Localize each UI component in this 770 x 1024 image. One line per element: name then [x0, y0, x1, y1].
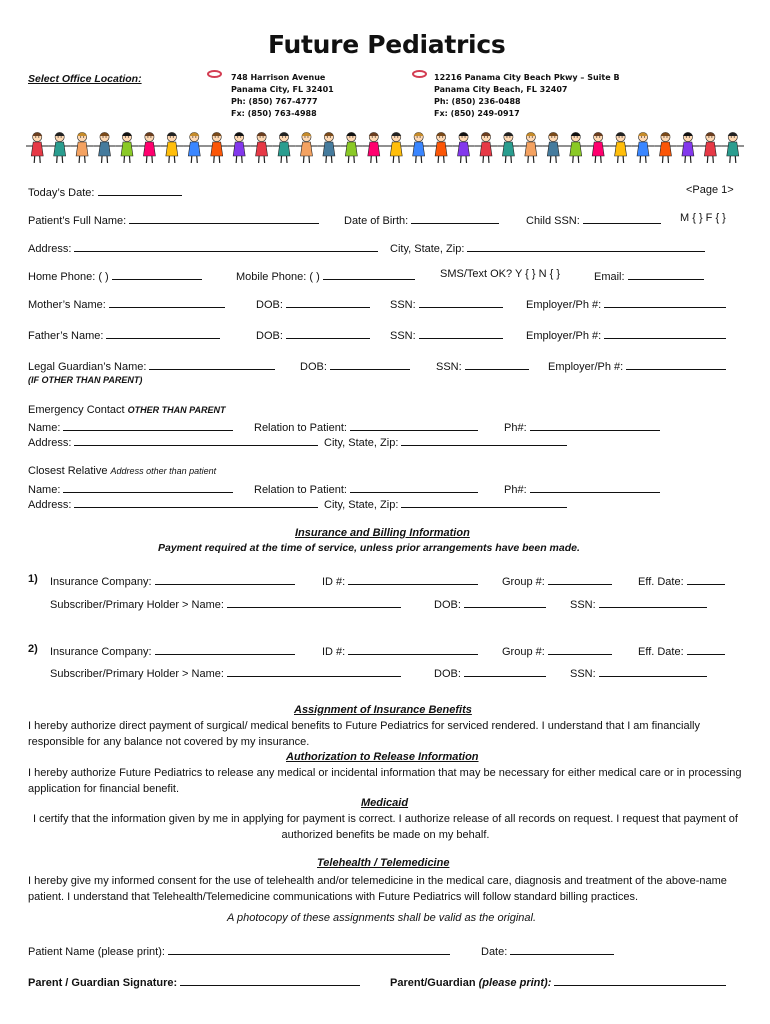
insurance-1-subscriber-field[interactable]: Subscriber/Primary Holder > Name:	[50, 596, 401, 611]
insurance-subheading: Payment required at the time of service, unless prior arrangements have been made.	[158, 542, 580, 554]
mother-ssn-field[interactable]: SSN:	[390, 296, 503, 311]
emergency-address-field[interactable]: Address:	[28, 434, 318, 449]
child-figure	[228, 132, 250, 163]
child-figure	[318, 132, 340, 163]
dob-field[interactable]: Date of Birth:	[344, 212, 499, 227]
mother-dob-field[interactable]: DOB:	[256, 296, 370, 311]
select-office-label: Select Office Location:	[28, 73, 142, 85]
child-figure	[71, 132, 93, 163]
insurance-1-company-field[interactable]: Insurance Company:	[50, 573, 295, 588]
closest-relative-heading: Closest Relative Address other than patient	[28, 465, 217, 477]
office2-radio[interactable]	[412, 70, 427, 78]
assignment-text: I hereby authorize direct payment of surgical/ medical benefits to Future Pediatrics for serviced rendered. I understand that I am financially responsible for any balance not covered by my insurance.	[28, 720, 700, 748]
form-title: Future Pediatrics	[268, 30, 506, 59]
office1-address: 748 Harrison Avenue Panama City, FL 32401 Ph: (850) 767-4777 Fx: (850) 763-4988	[231, 73, 334, 118]
address-field[interactable]: Address:	[28, 240, 378, 255]
office1-radio[interactable]	[207, 70, 222, 78]
insurance-1-id-field[interactable]: ID #:	[322, 573, 478, 588]
assignment-heading: Assignment of Insurance Benefits	[294, 704, 472, 716]
authorization-heading: Authorization to Release Information	[286, 751, 479, 763]
child-figure	[587, 132, 609, 163]
insurance-2-subscriber-field[interactable]: Subscriber/Primary Holder > Name:	[50, 665, 401, 680]
todays-date-label: Today’s Date:	[28, 184, 182, 199]
insurance-2-eff-date-field[interactable]: Eff. Date:	[638, 643, 725, 658]
insurance-2-ssn-field[interactable]: SSN:	[570, 665, 707, 680]
sms-ok-field[interactable]: SMS/Text OK? Y { } N { }	[440, 268, 561, 280]
mobile-phone-field[interactable]: Mobile Phone: ( )	[236, 268, 415, 283]
home-phone-field[interactable]: Home Phone: ( )	[28, 268, 202, 283]
child-figure	[430, 132, 452, 163]
guardian-dob-field[interactable]: DOB:	[300, 358, 410, 373]
child-figure	[475, 132, 497, 163]
guardian-print-field[interactable]: Parent/Guardian (please print):	[390, 974, 726, 989]
child-figure	[26, 132, 48, 163]
emergency-city-field[interactable]: City, State, Zip:	[324, 434, 567, 449]
child-figure	[206, 132, 228, 163]
child-figure	[183, 132, 205, 163]
city-state-zip-field[interactable]: City, State, Zip:	[390, 240, 705, 255]
child-figure	[520, 132, 542, 163]
child-figure	[699, 132, 721, 163]
footer-date-field[interactable]: Date:	[481, 943, 614, 958]
father-employer-field[interactable]: Employer/Ph #:	[526, 327, 726, 342]
authorization-text: I hereby authorize Future Pediatrics to release any medical or incidental information that may be necessary for either medical care or in processing application for financial benefit.	[28, 767, 742, 795]
medicaid-text: I certify that the information given by me in applying for payment is correct. I authorize release of all records on request. I request that payment of authorized benefits be made on my behalf.	[33, 813, 738, 841]
child-figure	[542, 132, 564, 163]
insurance-heading: Insurance and Billing Information	[295, 527, 470, 539]
patient-name-print-field[interactable]: Patient Name (please print):	[28, 943, 450, 958]
child-figure	[677, 132, 699, 163]
insurance-2-company-field[interactable]: Insurance Company:	[50, 643, 295, 658]
email-field[interactable]: Email:	[594, 268, 704, 283]
father-dob-field[interactable]: DOB:	[256, 327, 370, 342]
child-figure	[497, 132, 519, 163]
child-figure	[138, 132, 160, 163]
child-figure	[407, 132, 429, 163]
telehealth-heading: Telehealth / Telemedicine	[317, 857, 450, 869]
guardian-employer-field[interactable]: Employer/Ph #:	[548, 358, 726, 373]
child-figure	[340, 132, 362, 163]
emergency-name-field[interactable]: Name:	[28, 419, 233, 434]
legal-guardian-field[interactable]: Legal Guardian’s Name:	[28, 358, 275, 373]
emergency-relation-field[interactable]: Relation to Patient:	[254, 419, 478, 434]
child-figure	[161, 132, 183, 163]
child-figure	[116, 132, 138, 163]
child-figure	[654, 132, 676, 163]
patient-name-field[interactable]: Patient’s Full Name:	[28, 212, 319, 227]
child-figure	[565, 132, 587, 163]
page-label: <Page 1>	[686, 184, 734, 196]
photocopy-note: A photocopy of these assignments shall be valid as the original.	[227, 912, 536, 924]
child-figure	[363, 132, 385, 163]
emergency-phone-field[interactable]: Ph#:	[504, 419, 660, 434]
fathers-name-field[interactable]: Father’s Name:	[28, 327, 220, 342]
child-figure	[93, 132, 115, 163]
guardian-signature-field[interactable]: Parent / Guardian Signature:	[28, 974, 360, 989]
emergency-contact-heading: Emergency Contact OTHER THAN PARENT	[28, 404, 226, 416]
relative-address-field[interactable]: Address:	[28, 496, 318, 511]
relative-name-field[interactable]: Name:	[28, 481, 233, 496]
office2-address: 12216 Panama City Beach Pkwy – Suite B Panama City Beach, FL 32407 Ph: (850) 236-0488 Fx: (850) 249-0917	[434, 73, 620, 118]
child-figure	[295, 132, 317, 163]
insurance-1-number: 1)	[28, 573, 38, 585]
guardian-ssn-field[interactable]: SSN:	[436, 358, 529, 373]
child-figure	[452, 132, 474, 163]
insurance-1-dob-field[interactable]: DOB:	[434, 596, 546, 611]
telehealth-text: I hereby give my informed consent for the use of telehealth and/or telemedicine in the medical care, diagnosis and treatment of the above-name patient. I understand that Telehealth/Telemedicine communications with Future Pediatrics will follow standard billing practices.	[28, 875, 727, 903]
insurance-2-group-field[interactable]: Group #:	[502, 643, 612, 658]
mother-employer-field[interactable]: Employer/Ph #:	[526, 296, 726, 311]
medicaid-heading: Medicaid	[361, 797, 409, 809]
relative-phone-field[interactable]: Ph#:	[504, 481, 660, 496]
child-ssn-field[interactable]: Child SSN:	[526, 212, 661, 227]
relative-city-field[interactable]: City, State, Zip:	[324, 496, 567, 511]
insurance-1-ssn-field[interactable]: SSN:	[570, 596, 707, 611]
child-figure	[385, 132, 407, 163]
child-figure	[250, 132, 272, 163]
insurance-1-group-field[interactable]: Group #:	[502, 573, 612, 588]
child-figure	[48, 132, 70, 163]
if-other-than-parent-note: (IF OTHER THAN PARENT)	[28, 375, 143, 385]
children-banner-image	[26, 129, 744, 165]
mothers-name-field[interactable]: Mother’s Name:	[28, 296, 225, 311]
child-figure	[722, 132, 744, 163]
insurance-2-dob-field[interactable]: DOB:	[434, 665, 546, 680]
child-figure	[609, 132, 631, 163]
insurance-2-number: 2)	[28, 643, 38, 655]
insurance-2-id-field[interactable]: ID #:	[322, 643, 478, 658]
father-ssn-field[interactable]: SSN:	[390, 327, 503, 342]
child-figure	[273, 132, 295, 163]
insurance-1-eff-date-field[interactable]: Eff. Date:	[638, 573, 725, 588]
child-figure	[632, 132, 654, 163]
sex-checkboxes[interactable]: M { } F { }	[680, 212, 726, 224]
relative-relation-field[interactable]: Relation to Patient:	[254, 481, 478, 496]
